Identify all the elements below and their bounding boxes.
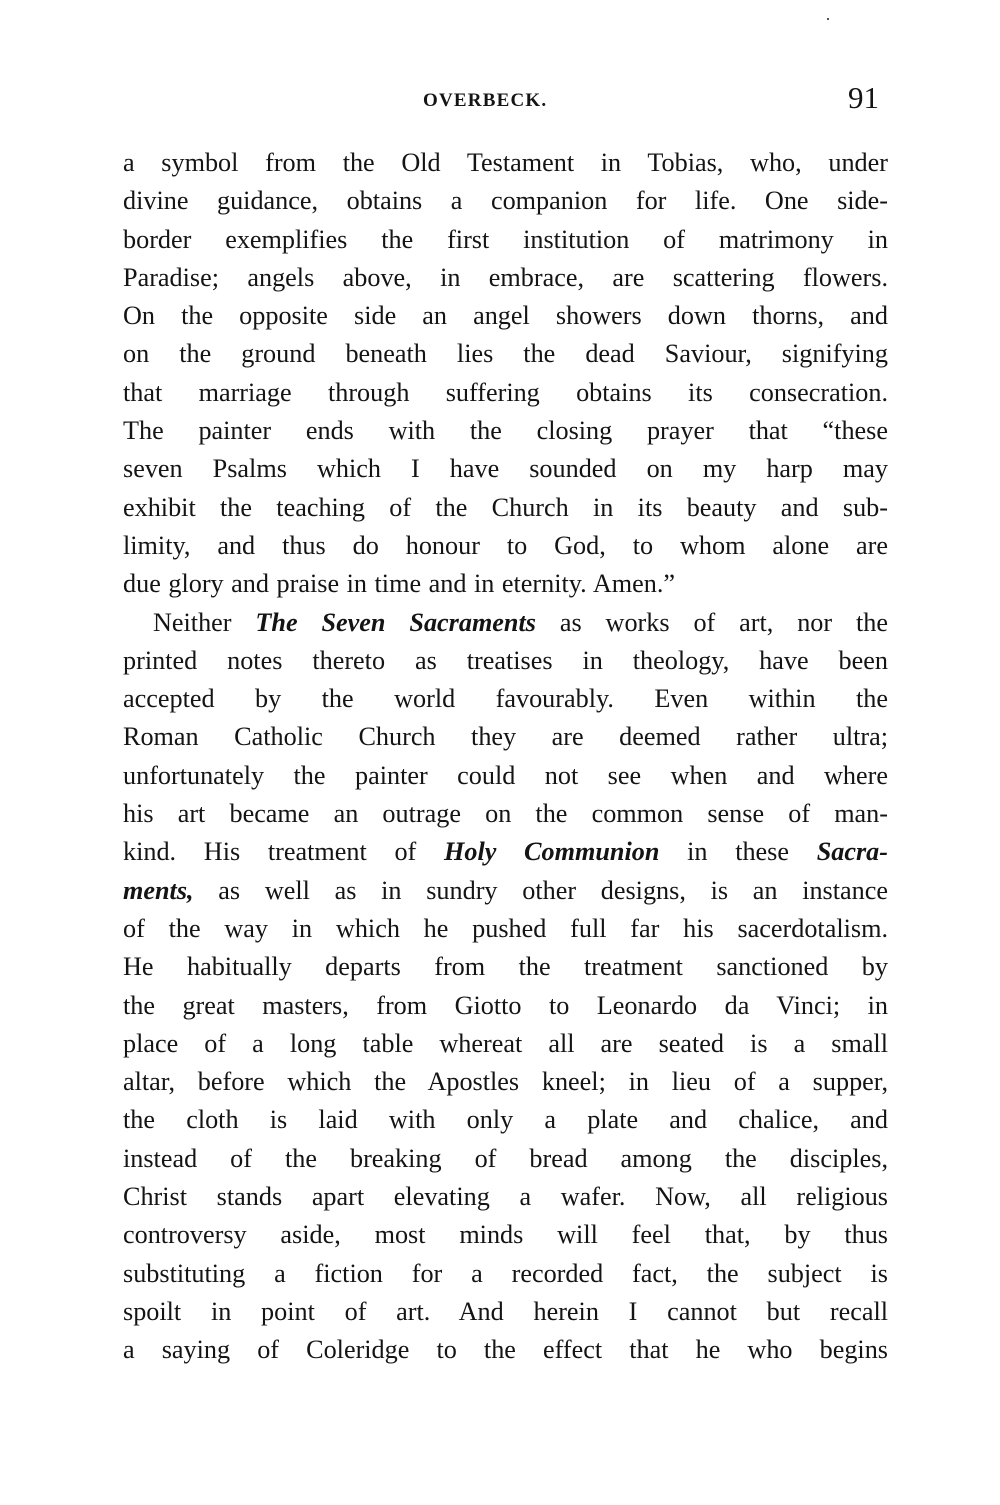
text-run: Neither [153, 607, 256, 637]
text-line [123, 1063, 888, 1101]
page-number: 91 [848, 80, 879, 115]
text-run: unfortunately the painter could not see when and where [123, 760, 888, 790]
text-run: He habitually departs from the treatment sanctioned by [123, 952, 888, 982]
text-run: printed notes thereto as treatises in theology, have been [123, 645, 888, 675]
text-run: the cloth is laid with only a plate and chalice, and [123, 1105, 888, 1135]
text-run: as well as in sundry other designs, is an instance [193, 875, 888, 905]
text-run: substituting a fiction for a recorded fact, the subject is [123, 1258, 888, 1288]
text-line [123, 259, 888, 297]
text-line [123, 182, 888, 220]
italic-title: Holy Communion [443, 837, 660, 867]
text-line [123, 1293, 888, 1331]
text-line [123, 297, 888, 335]
text-run: as works of art, nor the [535, 607, 888, 637]
running-head [0, 80, 1000, 120]
text-line [123, 221, 888, 259]
text-line [123, 757, 888, 795]
body-text [123, 144, 888, 1370]
text-line [123, 948, 888, 986]
text-run: divine guidance, obtains a companion for life. One side- [123, 186, 888, 216]
text-line [123, 604, 888, 642]
text-run: of the way in which he pushed full far his sacerdotalism. [123, 913, 888, 943]
running-title: OVERBECK. [423, 90, 548, 111]
text-run: border exemplifies the first institution of matrimony in [123, 224, 888, 254]
text-line [123, 987, 888, 1025]
text-line [123, 1216, 888, 1254]
text-line [123, 144, 888, 182]
text-line [123, 833, 888, 871]
text-run: his art became an outrage on the common sense of man- [123, 799, 888, 829]
text-run: limity, and thus do honour to God, to whom alone are [123, 530, 888, 560]
text-run: a saying of Coleridge to the effect that he who begins [123, 1335, 888, 1365]
text-run: altar, before which the Apostles kneel; in lieu of a supper, [123, 1067, 888, 1097]
text-run: place of a long table whereat all are seated is a small [123, 1028, 888, 1058]
text-line [123, 642, 888, 680]
text-line [123, 489, 888, 527]
text-run: the great masters, from Giotto to Leonardo da Vinci; in [123, 990, 888, 1020]
text-line [123, 1255, 888, 1293]
text-run: that marriage through suffering obtains its consecration. [123, 377, 888, 407]
text-run: Paradise; angels above, in embrace, are scattering flowers. [123, 262, 888, 292]
text-line [123, 1331, 888, 1369]
text-run: instead of the breaking of bread among the disciples, [123, 1143, 888, 1173]
text-run: on the ground beneath lies the dead Saviour, signifying [123, 339, 888, 369]
text-run: Christ stands apart elevating a wafer. Now, all religious [123, 1182, 888, 1212]
text-run: The painter ends with the closing prayer that “these [123, 416, 888, 446]
text-line [123, 412, 888, 450]
text-line [123, 680, 888, 718]
text-line [123, 1101, 888, 1139]
italic-title: The Seven Sacraments [255, 607, 536, 637]
text-line [123, 872, 888, 910]
italic-title: Sacra- [816, 837, 888, 867]
text-line [123, 795, 888, 833]
text-line [123, 1140, 888, 1178]
text-run: exhibit the teaching of the Church in its beauty and sub- [123, 492, 888, 522]
text-run: Roman Catholic Church they are deemed rather ultra; [123, 722, 888, 752]
text-line [123, 374, 888, 412]
text-line [123, 565, 888, 603]
text-run: in these [659, 837, 817, 867]
text-run: seven Psalms which I have sounded on my harp may [123, 454, 888, 484]
text-line [123, 910, 888, 948]
text-line [123, 718, 888, 756]
text-line [123, 527, 888, 565]
text-line [123, 335, 888, 373]
text-line [123, 1178, 888, 1216]
text-run: controversy aside, most minds will feel that, by thus [123, 1220, 888, 1250]
text-run: kind. His treatment of [123, 837, 444, 867]
scan-speck [827, 18, 829, 20]
italic-title: ments, [123, 875, 194, 905]
text-line [123, 450, 888, 488]
text-run: spoilt in point of art. And herein I cannot but recall [123, 1296, 888, 1326]
text-run: On the opposite side an angel showers down thorns, and [123, 301, 888, 331]
text-run: a symbol from the Old Testament in Tobias, who, under [123, 148, 888, 177]
text-run: due glory and praise in time and in eternity. Amen.” [123, 569, 675, 599]
text-line [123, 1025, 888, 1063]
text-run: accepted by the world favourably. Even within the [123, 684, 888, 714]
